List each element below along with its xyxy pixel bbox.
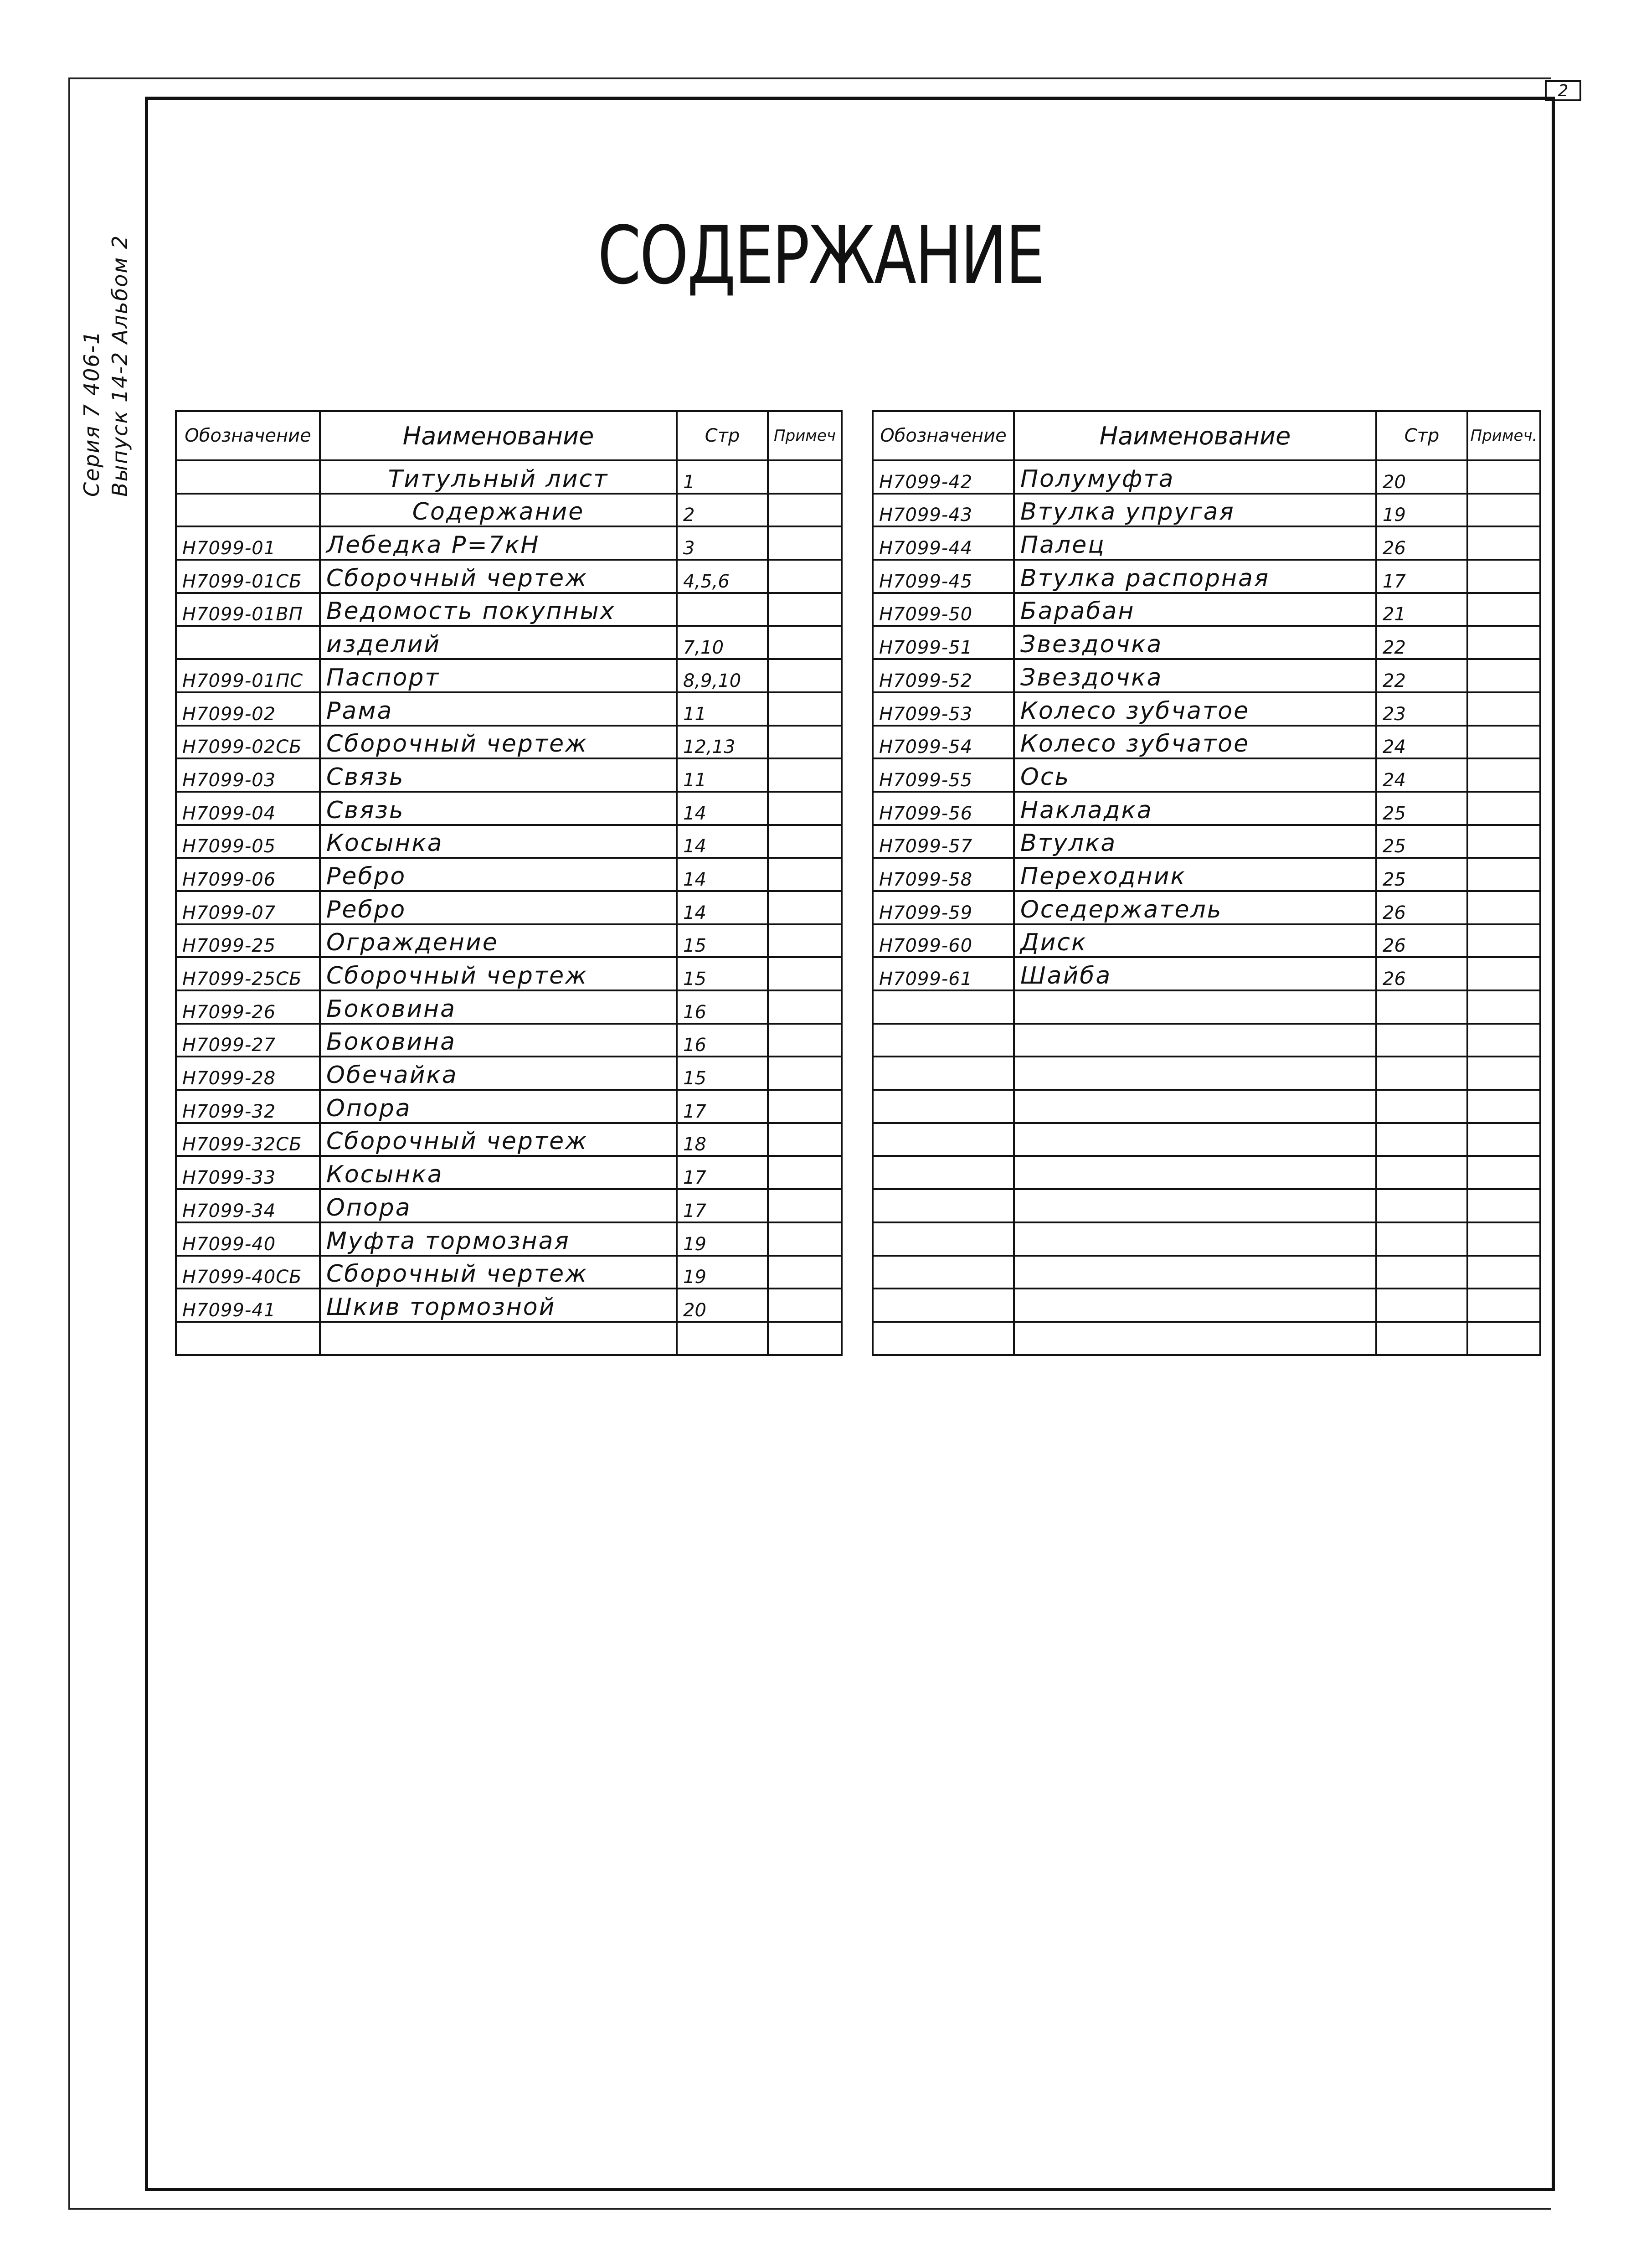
row-code: Н7099-45 [873, 560, 1014, 593]
toc-table-left [175, 410, 843, 1356]
table-row [873, 1156, 1540, 1189]
table-row [873, 1289, 1540, 1322]
row-code: Н7099-56 [873, 792, 1014, 825]
row-note [1467, 825, 1540, 858]
row-note [768, 1222, 842, 1256]
row-note [1467, 1156, 1540, 1189]
row-name: Связь [320, 792, 677, 825]
side-stamp-series: Серия 7 406-1 [79, 330, 104, 497]
row-name: Ось [1014, 758, 1376, 792]
row-name [1014, 1090, 1376, 1123]
row-code: Н7099-01СБ [176, 560, 320, 593]
row-note [768, 1156, 842, 1189]
row-page: 25 [1376, 792, 1467, 825]
row-page [1376, 1322, 1467, 1355]
row-name: Полумуфта [1014, 460, 1376, 494]
row-note [768, 858, 842, 891]
row-code: Н7099-34 [176, 1189, 320, 1222]
row-note [768, 626, 842, 659]
row-code: Н7099-01ВП [176, 593, 320, 626]
row-note [768, 1256, 842, 1289]
row-name: Содержание [320, 494, 677, 527]
table-row [873, 1322, 1540, 1355]
row-page [1376, 1024, 1467, 1057]
row-name: Ведомость покупных [320, 593, 677, 626]
row-code: Н7099-25 [176, 924, 320, 958]
row-note [1467, 1222, 1540, 1256]
row-name: Оседержатель [1014, 891, 1376, 924]
row-code: Н7099-57 [873, 825, 1014, 858]
header-code: Обозначение [176, 411, 320, 460]
row-name: изделий [320, 626, 677, 659]
row-page: 19 [677, 1256, 768, 1289]
row-page: 12,13 [677, 726, 768, 759]
row-note [1467, 1057, 1540, 1090]
row-note [768, 1289, 842, 1322]
row-name [1014, 1256, 1376, 1289]
row-code [176, 494, 320, 527]
row-code: Н7099-61 [873, 957, 1014, 990]
row-note [1467, 1090, 1540, 1123]
row-code: Н7099-42 [873, 460, 1014, 494]
table-row [176, 659, 842, 692]
row-name: Ограждение [320, 924, 677, 958]
side-stamp-issue: Выпуск 14-2 Альбом 2 [108, 235, 132, 497]
row-name: Сборочный чертеж [320, 1123, 677, 1156]
header-name: Наименование [320, 411, 677, 460]
row-note [768, 1057, 842, 1090]
row-note [768, 526, 842, 560]
row-page: 26 [1376, 957, 1467, 990]
toc-header-row [873, 411, 1540, 460]
table-row [176, 792, 842, 825]
row-name: Накладка [1014, 792, 1376, 825]
row-code [176, 460, 320, 494]
row-name: Барабан [1014, 593, 1376, 626]
row-code: Н7099-32 [176, 1090, 320, 1123]
row-note [1467, 494, 1540, 527]
row-code: Н7099-01 [176, 526, 320, 560]
row-page [1376, 1222, 1467, 1256]
row-code: Н7099-04 [176, 792, 320, 825]
row-page: 14 [677, 891, 768, 924]
row-note [768, 1322, 842, 1355]
row-page: 17 [677, 1156, 768, 1189]
row-note [768, 891, 842, 924]
table-row [873, 1123, 1540, 1156]
row-code [873, 1322, 1014, 1355]
row-name: Муфта тормозная [320, 1222, 677, 1256]
table-row [873, 1222, 1540, 1256]
row-name: Сборочный чертеж [320, 957, 677, 990]
header-page: Стр [677, 411, 768, 460]
row-page: 20 [677, 1289, 768, 1322]
row-page: 17 [1376, 560, 1467, 593]
row-name: Ребро [320, 891, 677, 924]
table-row [176, 990, 842, 1024]
row-page: 4,5,6 [677, 560, 768, 593]
row-note [768, 1024, 842, 1057]
row-page [1376, 1123, 1467, 1156]
row-code [176, 1322, 320, 1355]
row-page [677, 1322, 768, 1355]
row-note [768, 726, 842, 759]
page-title: СОДЕРЖАНИЕ [597, 210, 1044, 302]
table-row [873, 825, 1540, 858]
row-code [873, 1024, 1014, 1057]
row-code [873, 1123, 1014, 1156]
row-code: Н7099-50 [873, 593, 1014, 626]
row-code: Н7099-32СБ [176, 1123, 320, 1156]
table-row [873, 1090, 1540, 1123]
row-page: 23 [1376, 692, 1467, 726]
row-note [1467, 692, 1540, 726]
row-note [1467, 891, 1540, 924]
row-page: 8,9,10 [677, 659, 768, 692]
table-row [176, 858, 842, 891]
header-note: Примеч. [1467, 411, 1540, 460]
row-code [873, 1289, 1014, 1322]
row-code: Н7099-55 [873, 758, 1014, 792]
table-row [176, 1289, 842, 1322]
row-name [320, 1322, 677, 1355]
header-note: Примеч [768, 411, 842, 460]
table-row [176, 726, 842, 759]
table-row [873, 1057, 1540, 1090]
row-note [1467, 1189, 1540, 1222]
row-note [768, 924, 842, 958]
table-row [176, 825, 842, 858]
toc-table-right [872, 410, 1541, 1356]
row-note [768, 560, 842, 593]
row-code: Н7099-52 [873, 659, 1014, 692]
table-row [176, 1057, 842, 1090]
table-row [873, 626, 1540, 659]
header-code: Обозначение [873, 411, 1014, 460]
row-page: 15 [677, 1057, 768, 1090]
row-note [1467, 858, 1540, 891]
row-code: Н7099-03 [176, 758, 320, 792]
row-page [1376, 1156, 1467, 1189]
table-row [176, 460, 842, 494]
row-page: 19 [677, 1222, 768, 1256]
row-page: 11 [677, 692, 768, 726]
row-note [768, 659, 842, 692]
row-note [1467, 758, 1540, 792]
row-name: Звездочка [1014, 659, 1376, 692]
header-page: Стр [1376, 411, 1467, 460]
row-page: 26 [1376, 891, 1467, 924]
row-page: 1 [677, 460, 768, 494]
table-row [873, 924, 1540, 958]
row-note [768, 1090, 842, 1123]
row-name: Втулка упругая [1014, 494, 1376, 527]
table-row [873, 758, 1540, 792]
row-code [873, 1156, 1014, 1189]
row-note [768, 494, 842, 527]
row-code: Н7099-28 [176, 1057, 320, 1090]
row-page: 7,10 [677, 626, 768, 659]
row-note [1467, 990, 1540, 1024]
row-name: Диск [1014, 924, 1376, 958]
row-page: 14 [677, 825, 768, 858]
row-note [1467, 460, 1540, 494]
table-row [176, 593, 842, 626]
row-note [1467, 726, 1540, 759]
table-row [176, 1090, 842, 1123]
row-page [1376, 1057, 1467, 1090]
row-name [1014, 1123, 1376, 1156]
table-row [873, 1256, 1540, 1289]
row-code: Н7099-33 [176, 1156, 320, 1189]
row-note [768, 692, 842, 726]
row-code: Н7099-44 [873, 526, 1014, 560]
row-page: 25 [1376, 858, 1467, 891]
row-code [873, 1222, 1014, 1256]
row-name [1014, 1057, 1376, 1090]
row-note [768, 792, 842, 825]
table-row [176, 1024, 842, 1057]
row-code: Н7099-02СБ [176, 726, 320, 759]
row-name [1014, 1024, 1376, 1057]
row-name: Связь [320, 758, 677, 792]
row-page [1376, 990, 1467, 1024]
row-name: Боковина [320, 990, 677, 1024]
row-code: Н7099-58 [873, 858, 1014, 891]
table-row [176, 1256, 842, 1289]
table-row [176, 626, 842, 659]
row-page: 22 [1376, 626, 1467, 659]
table-row [176, 1123, 842, 1156]
row-note [768, 990, 842, 1024]
row-page: 2 [677, 494, 768, 527]
row-page: 15 [677, 924, 768, 958]
row-name: Переходник [1014, 858, 1376, 891]
row-code: Н7099-01ПС [176, 659, 320, 692]
row-name: Опора [320, 1090, 677, 1123]
table-row [873, 460, 1540, 494]
row-note [768, 758, 842, 792]
row-page: 14 [677, 792, 768, 825]
row-note [1467, 1289, 1540, 1322]
row-name: Сборочный чертеж [320, 560, 677, 593]
row-page: 26 [1376, 924, 1467, 958]
table-row [873, 494, 1540, 527]
table-row [176, 957, 842, 990]
table-row [176, 526, 842, 560]
row-code [176, 626, 320, 659]
row-name: Втулка [1014, 825, 1376, 858]
header-name: Наименование [1014, 411, 1376, 460]
table-row [873, 891, 1540, 924]
table-row [176, 1222, 842, 1256]
row-code: Н7099-41 [176, 1289, 320, 1322]
row-note [768, 1123, 842, 1156]
row-note [1467, 924, 1540, 958]
row-note [1467, 957, 1540, 990]
row-name: Рама [320, 692, 677, 726]
row-name [1014, 990, 1376, 1024]
row-code: Н7099-25СБ [176, 957, 320, 990]
row-name: Ребро [320, 858, 677, 891]
row-name: Боковина [320, 1024, 677, 1057]
row-note [1467, 1123, 1540, 1156]
row-name: Шайба [1014, 957, 1376, 990]
table-row [873, 726, 1540, 759]
row-page: 11 [677, 758, 768, 792]
table-row [873, 792, 1540, 825]
table-row [873, 593, 1540, 626]
row-code: Н7099-43 [873, 494, 1014, 527]
row-code: Н7099-40 [176, 1222, 320, 1256]
table-row [873, 526, 1540, 560]
table-row [873, 858, 1540, 891]
row-name [1014, 1189, 1376, 1222]
row-name: Звездочка [1014, 626, 1376, 659]
row-code [873, 1057, 1014, 1090]
row-code: Н7099-26 [176, 990, 320, 1024]
row-note [768, 460, 842, 494]
row-note [1467, 659, 1540, 692]
row-note [1467, 593, 1540, 626]
row-note [768, 593, 842, 626]
table-row [176, 1156, 842, 1189]
row-page: 24 [1376, 726, 1467, 759]
table-row [176, 758, 842, 792]
row-page [677, 593, 768, 626]
row-page: 18 [677, 1123, 768, 1156]
row-note [1467, 1256, 1540, 1289]
row-code: Н7099-07 [176, 891, 320, 924]
row-name: Сборочный чертеж [320, 726, 677, 759]
row-name: Втулка распорная [1014, 560, 1376, 593]
row-name: Сборочный чертеж [320, 1256, 677, 1289]
row-page: 26 [1376, 526, 1467, 560]
row-code: Н7099-60 [873, 924, 1014, 958]
toc-header-row [176, 411, 842, 460]
row-page: 3 [677, 526, 768, 560]
row-page: 22 [1376, 659, 1467, 692]
row-code: Н7099-40СБ [176, 1256, 320, 1289]
table-row [176, 692, 842, 726]
row-code [873, 1090, 1014, 1123]
row-page [1376, 1289, 1467, 1322]
table-row [176, 494, 842, 527]
row-name [1014, 1156, 1376, 1189]
row-note [768, 825, 842, 858]
row-code: Н7099-27 [176, 1024, 320, 1057]
row-code: Н7099-02 [176, 692, 320, 726]
row-note [1467, 626, 1540, 659]
row-note [768, 957, 842, 990]
row-name: Паспорт [320, 659, 677, 692]
page-number: 2 [1545, 80, 1581, 101]
row-name: Косынка [320, 1156, 677, 1189]
table-row [873, 659, 1540, 692]
row-name: Лебедка P=7кН [320, 526, 677, 560]
row-code [873, 1189, 1014, 1222]
table-row [873, 560, 1540, 593]
row-name: Обечайка [320, 1057, 677, 1090]
row-page: 16 [677, 990, 768, 1024]
row-name: Колесо зубчатое [1014, 726, 1376, 759]
row-page: 15 [677, 957, 768, 990]
row-page: 20 [1376, 460, 1467, 494]
row-code [873, 990, 1014, 1024]
row-page: 21 [1376, 593, 1467, 626]
row-page: 19 [1376, 494, 1467, 527]
row-note [1467, 1024, 1540, 1057]
row-code: Н7099-06 [176, 858, 320, 891]
row-note [1467, 1322, 1540, 1355]
table-row [873, 1024, 1540, 1057]
row-name: Косынка [320, 825, 677, 858]
row-name: Шкив тормозной [320, 1289, 677, 1322]
row-code [873, 1256, 1014, 1289]
row-page: 16 [677, 1024, 768, 1057]
row-code: Н7099-05 [176, 825, 320, 858]
row-note [1467, 526, 1540, 560]
table-row [176, 560, 842, 593]
row-name [1014, 1222, 1376, 1256]
side-stamp [77, 235, 146, 497]
row-page: 17 [677, 1189, 768, 1222]
table-row [176, 1322, 842, 1355]
table-row [873, 692, 1540, 726]
row-name: Колесо зубчатое [1014, 692, 1376, 726]
row-note [1467, 560, 1540, 593]
row-page: 24 [1376, 758, 1467, 792]
table-row [873, 1189, 1540, 1222]
row-page: 25 [1376, 825, 1467, 858]
row-note [768, 1189, 842, 1222]
row-code: Н7099-59 [873, 891, 1014, 924]
row-note [1467, 792, 1540, 825]
row-page [1376, 1256, 1467, 1289]
table-row [176, 924, 842, 958]
row-name: Опора [320, 1189, 677, 1222]
row-code: Н7099-53 [873, 692, 1014, 726]
row-page: 14 [677, 858, 768, 891]
table-row [176, 1189, 842, 1222]
table-row [873, 990, 1540, 1024]
table-row [176, 891, 842, 924]
row-name: Титульный лист [320, 460, 677, 494]
row-page: 17 [677, 1090, 768, 1123]
row-name [1014, 1289, 1376, 1322]
row-name [1014, 1322, 1376, 1355]
row-code: Н7099-54 [873, 726, 1014, 759]
row-code: Н7099-51 [873, 626, 1014, 659]
row-name: Палец [1014, 526, 1376, 560]
row-page [1376, 1090, 1467, 1123]
table-row [873, 957, 1540, 990]
row-page [1376, 1189, 1467, 1222]
